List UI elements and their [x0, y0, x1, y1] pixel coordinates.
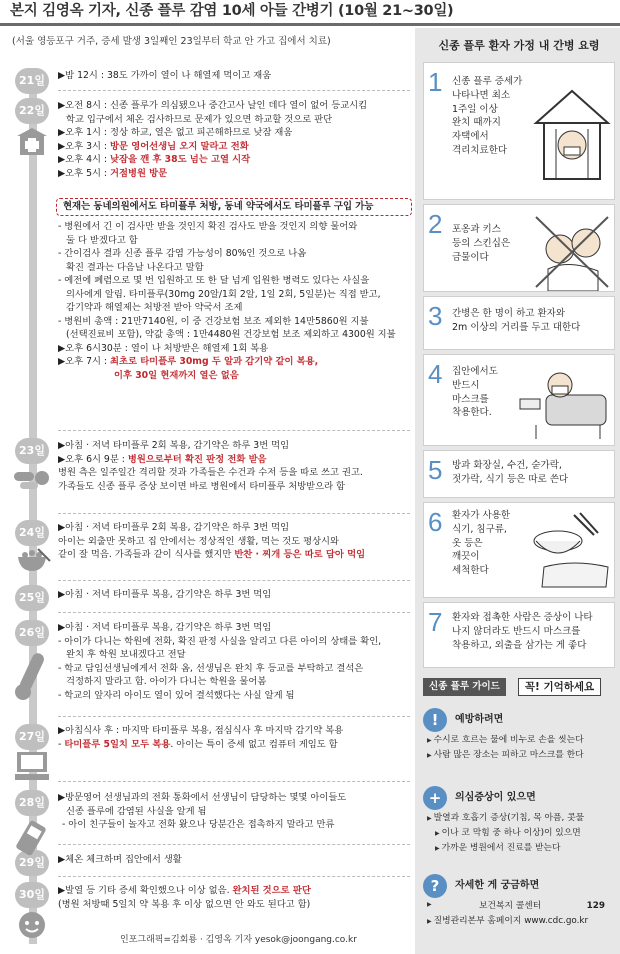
tip-line: 완치 때까지: [452, 117, 501, 129]
tip-number: 5: [428, 455, 443, 485]
page-title: 본지 김영옥 기자, 신종 플루 감염 10세 아들 간병기 (10월 21~30일): [0, 0, 620, 26]
tip-text: [452, 75, 522, 158]
hospital-icon: [14, 127, 50, 157]
plus-icon: +: [423, 786, 447, 810]
no-hugging-illustration: [528, 209, 612, 291]
divider: [58, 430, 410, 431]
entry-22-detail: [58, 221, 408, 384]
divider: [58, 90, 410, 91]
subtitle: (서울 영등포구 거주, 증세 발생 3일째인 23일부터 학교 안 가고 집에서 치료): [12, 36, 331, 47]
divider: [58, 612, 410, 613]
guide-remember-box: 꼭! 기억하세요: [518, 678, 601, 696]
day-badge-23: 23일: [15, 438, 49, 464]
tip-line: 격리치료한다: [452, 144, 508, 156]
suspect-title: [423, 786, 615, 810]
question-icon: ?: [423, 874, 447, 898]
pills-icon: [12, 466, 52, 490]
tip-line: 포옹과 키스: [452, 224, 501, 235]
tip-6: [423, 502, 615, 598]
detail-section: [423, 874, 615, 928]
highlight-text: 최초로 타미플루 30mg 두 알과 감기약 같이 복용,: [110, 356, 319, 368]
suspect-title-text: 의심증상이 있으면: [455, 792, 536, 804]
tip-2: [423, 204, 615, 292]
entry-30: [58, 885, 408, 912]
divider: [58, 513, 410, 514]
highlight-text: 타미플루 5일치 모두 복용: [64, 738, 171, 750]
child-face-icon: [14, 908, 50, 940]
entry-27: [58, 725, 408, 752]
entry-24-line: 아이는 외출만 못하고 집 안에서는 정상적인 생활, 먹는 것도 평상시와: [58, 535, 340, 547]
cdc-website-item: ▶ 질병관리본부 홈페이지 www.cdc.go.kr: [427, 916, 615, 928]
time-label: ▶오후 3시 :: [58, 140, 111, 152]
day-badge-22: 22일: [15, 98, 49, 124]
tip-line: 젓가락, 식기 등은 따로 쓴다: [452, 473, 569, 485]
suspect-item-text: 이나 코 막힘 중 하나 이상)이 있으면: [441, 827, 581, 838]
entry-22-line: 둘 다 받겠다고 함: [66, 234, 138, 246]
mask-on-sofa-illustration: [516, 359, 612, 443]
detail-title-text: 자세한 게 궁금하면: [455, 880, 540, 892]
tip-3: [423, 296, 615, 350]
guide-tag: 신종 플루 가이드: [423, 678, 506, 697]
tip-text: [452, 307, 580, 335]
highlight-text: 거점병원 방문: [110, 167, 168, 179]
entry-22-line: 확진 결과는 다음날 나온다고 말함: [66, 261, 204, 273]
day-badge-24: 24일: [15, 520, 49, 546]
care-tips-heading: 신종 플루 환자 가정 내 간병 요령: [438, 38, 600, 52]
tip-text: [452, 509, 510, 578]
entry-27-line: ▶아침식사 후 : 마지막 타미플루 복용, 점심식사 후 마지막 감기약 복용: [58, 725, 344, 736]
time-label: ▶오후 5시 :: [58, 167, 111, 179]
entry-28-line: - 아이 친구들이 놀자고 전화 왔으나 당분간은 접촉하지 말라고 만류: [62, 819, 335, 831]
tip-line: 환자와 접촉한 사람은 증상이 나타: [452, 612, 593, 623]
prevent-title-text: 예방하려면: [455, 714, 504, 726]
tip-line: 세척한다: [452, 565, 489, 577]
entry-27-line: [58, 739, 408, 752]
entry-23-line: 병원 측은 일주일간 격리할 것과 가족들은 수건과 수저 등을 따로 쓰고 권고.: [58, 467, 363, 479]
tip-line: 1주일 이상: [452, 103, 498, 115]
entry-28-line: 신종 플루에 감염된 사실을 알게 됨: [66, 805, 207, 817]
highlight-text: 완치된 것으로 판단: [232, 885, 311, 896]
entry-28-line: ▶방문영어 선생님과의 전화 통화에서 선생님이 담당하는 몇몇 아이들도: [58, 792, 347, 803]
current-note-text: 현재는 동네의원에서도 타미플루 처방, 동네 약국에서도 타미플루 구입 가능: [63, 200, 374, 212]
tip-line: 환자가 사용한: [452, 510, 511, 521]
care-tips-column: [415, 28, 620, 954]
tip-text: [452, 459, 568, 487]
entry-27-text: -: [58, 738, 65, 750]
tip-number: 4: [428, 359, 443, 389]
tip-line: 간병은 한 명이 하고 환자와: [452, 308, 566, 319]
callcenter-number: 129: [586, 901, 605, 911]
tip-line: 집안에서도: [452, 366, 498, 377]
highlight-text: 병원으로부터 확진 판정 전화 받음: [127, 453, 267, 465]
tip-number: 3: [428, 301, 443, 331]
entry-26-line: - 아이가 다니는 학원에 전화, 확진 판정 사실을 알리고 다른 아이의 상태를 확인,: [58, 635, 382, 647]
entry-22-line: [58, 356, 408, 369]
entry-21: [58, 70, 408, 84]
entry-22-line: 의사에게 알림. 타미플루(30mg 20알/1회 2알, 1일 2회, 5일분)는 직접 받고,: [66, 288, 381, 300]
tip-line: 깨끗이: [452, 551, 480, 563]
suspect-section: [423, 786, 615, 855]
entry-22-line: 감기약과 해열제는 처방전 받아 약국서 조제: [66, 302, 243, 314]
mobile-phone-icon: [14, 818, 50, 858]
current-note-box: [56, 198, 412, 216]
suspect-item-cont: [435, 843, 615, 855]
entry-26-line: 걱정하지 말라고 함. 아이가 다니는 학원을 물어봄: [66, 676, 267, 688]
time-label: ▶오후 4시 :: [58, 154, 111, 166]
tip-number: 1: [428, 67, 443, 97]
divider: [58, 876, 410, 877]
computer-icon: [12, 750, 52, 782]
tip-line: 식기, 침구류,: [452, 523, 507, 535]
suspect-item-cont: [435, 828, 615, 840]
tip-4: [423, 354, 615, 446]
day-badge-26: 26일: [15, 620, 49, 646]
entry-22-line: [58, 141, 408, 154]
diary-column: [0, 28, 415, 954]
tip-line: 옷 등은: [452, 537, 483, 549]
entry-26-line: - 학교의 앞자리 아이도 열이 있어 결석했다는 사실 알게 됨: [58, 689, 295, 701]
entry-22-line: [58, 154, 408, 167]
entry-22-line: 학교 입구에서 체온 검사하므로 문제가 있으면 하교할 것으로 판단: [66, 113, 333, 125]
tip-line: 나타나면 최소: [452, 89, 511, 101]
tip-number: 6: [428, 507, 443, 537]
credit-line: 인포그래픽=김회룡 · 김영옥 기자 yesok@joongang.co.kr: [120, 935, 357, 945]
highlight-text: 이후 30일 현재까지 열은 없음: [114, 370, 239, 382]
entry-29: [58, 854, 408, 868]
tip-line: 착용한다.: [452, 407, 492, 419]
highlight-text: 방문 영어선생님 오지 말라고 전화: [110, 140, 249, 152]
entry-24-line: [58, 549, 408, 562]
entry-22-line: - 병원에서 긴 이 검사만 받을 것인지 확진 검사도 받을 것인지 의향 물어와: [58, 221, 358, 232]
entry-30-line: (병원 처방때 5일치 약 복용 후 이상 없으면 안 와도 된다고 함): [58, 898, 311, 910]
entry-23-line: ▶아침 · 저녁 타미플루 2회 복용, 감기약은 하루 3번 먹임: [58, 440, 290, 451]
entry-22-line: ▶오후 1시 : 정상 하교, 열은 없고 피곤해하므로 낮잠 재움: [58, 127, 293, 139]
entry-23: [58, 440, 408, 494]
entry-22-line: ▶오후 6시30분 : 열이 나 처방받은 해열제 1회 복용: [58, 342, 269, 354]
tip-5: [423, 450, 615, 498]
entry-22-line: - 예전에 폐렴으로 몇 번 입원하고 또 한 달 넘게 입원한 병력도 있다는 사실을: [58, 275, 370, 287]
tip-line: 등의 스킨십은: [452, 237, 511, 249]
entry-30-text: ▶발열 등 기타 증세 확인했으나 이상 없음.: [58, 885, 233, 896]
exclamation-icon: !: [423, 708, 447, 732]
tip-text: [452, 611, 593, 652]
entry-22-line: - 병원비 총액 : 21만7140원, 이 중 건강보험 보조 제외한 14만5860원 지불: [58, 315, 369, 327]
tip-line: 마스크를: [452, 393, 489, 405]
tip-text: [452, 365, 498, 420]
entry-23-line: 가족들도 신종 플루 증상 보이면 바로 병원에서 타미플루 처방받으라 함: [58, 480, 346, 492]
tip-line: 자택에서: [452, 131, 489, 143]
suspect-item: ▶ 발열과 호흡기 증상(기침, 목 아픔, 콧물: [427, 813, 615, 825]
entry-27-text: . 아이는 특이 증세 없고 컴퓨터 게임도 함: [170, 738, 338, 750]
divider: [58, 844, 410, 845]
divider: [58, 781, 410, 782]
tip-line: 2m 이상의 거리를 두고 대한다: [452, 321, 581, 333]
entry-30-line: [58, 885, 408, 898]
entry-26: [58, 622, 408, 703]
entry-29-line: ▶체온 체크하며 집안에서 생활: [58, 854, 182, 865]
day-badge-28: 28일: [15, 790, 49, 816]
entry-26-line: ▶아침 · 저녁 타미플루 복용, 감기약은 하루 3번 먹임: [58, 622, 272, 633]
callcenter-label: ▶ 보건복지 콜센터: [478, 901, 542, 911]
callcenter-item: [427, 901, 615, 913]
entry-28: [58, 792, 408, 833]
entry-22: [58, 100, 408, 181]
house-quarantine-illustration: [532, 83, 612, 183]
tip-line: 반드시: [452, 379, 480, 391]
prevent-title: [423, 708, 615, 732]
prevent-section: [423, 708, 615, 762]
suspect-item-text: 가까운 병원에서 진료를 받는다: [441, 842, 561, 853]
entry-25: [58, 589, 408, 603]
tip-line: 방과 화장실, 수건, 숟가락,: [452, 460, 562, 471]
dishes-and-bedding-illustration: [524, 511, 612, 591]
entry-24: [58, 522, 408, 563]
entry-23-line: [58, 454, 408, 467]
tip-line: 나지 않더라도 반드시 마스크를: [452, 625, 581, 637]
highlight-text: 낮잠을 깬 후 38도 넘는 고열 시작: [110, 154, 251, 166]
day-badge-21: 21일: [15, 68, 49, 94]
tip-line: 신종 플루 증세가: [452, 76, 523, 87]
entry-22-line: - 간이검사 결과 신종 플루 감염 가능성이 80%인 것으로 나옴: [58, 248, 307, 260]
entry-24-line: ▶아침 · 저녁 타미플루 2회 복용, 감기약은 하루 3번 먹임: [58, 522, 290, 533]
entry-21-line-1: ▶밤 12시 : 38도 가까이 열이 나 해열제 먹이고 재움: [58, 70, 272, 81]
highlight-text: 반찬 · 찌개 등은 따로 담아 먹임: [234, 549, 366, 561]
entry-22-line: ▶오전 8시 : 신종 플루가 의심됐으나 중간고사 날인 데다 열이 없어 등교시킴: [58, 100, 368, 111]
entry-22-line: (선택진료비 포함), 약값 총액 : 1만4480원 건강보험 보조 제외하고 4300원 지불: [66, 329, 396, 341]
tip-line: 금물이다: [452, 251, 489, 263]
entry-26-line: 완치 후 학원 보내겠다고 전달: [66, 649, 186, 661]
prevent-item: ▶ 수시로 흐르는 물에 비누로 손을 씻는다: [427, 735, 615, 747]
entry-22-line: [58, 168, 408, 181]
thermometer-icon: [12, 648, 52, 704]
flu-guide-header: [423, 676, 615, 698]
day-badge-25: 25일: [15, 585, 49, 611]
entry-24-text: 같이 잘 먹음. 가족들과 같이 식사를 했지만: [58, 549, 235, 561]
entry-26-line: - 학교 담임선생님에게서 전화 옴, 선생님은 완치 후 등교를 부탁하고 결석은: [58, 662, 364, 674]
tip-line: 착용하고, 외출을 삼가는 게 좋다: [452, 639, 587, 651]
tip-number: 2: [428, 209, 443, 239]
day-badge-27: 27일: [15, 724, 49, 750]
tip-1: [423, 62, 615, 200]
tip-number: 7: [428, 607, 443, 637]
time-label: ▶오후 6시 9분 :: [58, 453, 128, 465]
divider: [58, 716, 410, 717]
entry-25-line: ▶아침 · 저녁 타미플루 복용, 감기약은 하루 3번 먹임: [58, 589, 272, 600]
detail-title: [423, 874, 615, 898]
rice-bowl-icon: [12, 547, 52, 573]
tip-text: [452, 223, 510, 264]
tip-7: [423, 602, 615, 668]
time-label: ▶오후 7시 :: [58, 356, 111, 368]
day-badge-29: 29일: [15, 850, 49, 876]
divider: [58, 580, 410, 581]
day-badge-30: 30일: [15, 882, 49, 908]
prevent-item: ▶ 사람 많은 장소는 피하고 마스크를 한다: [427, 750, 615, 762]
